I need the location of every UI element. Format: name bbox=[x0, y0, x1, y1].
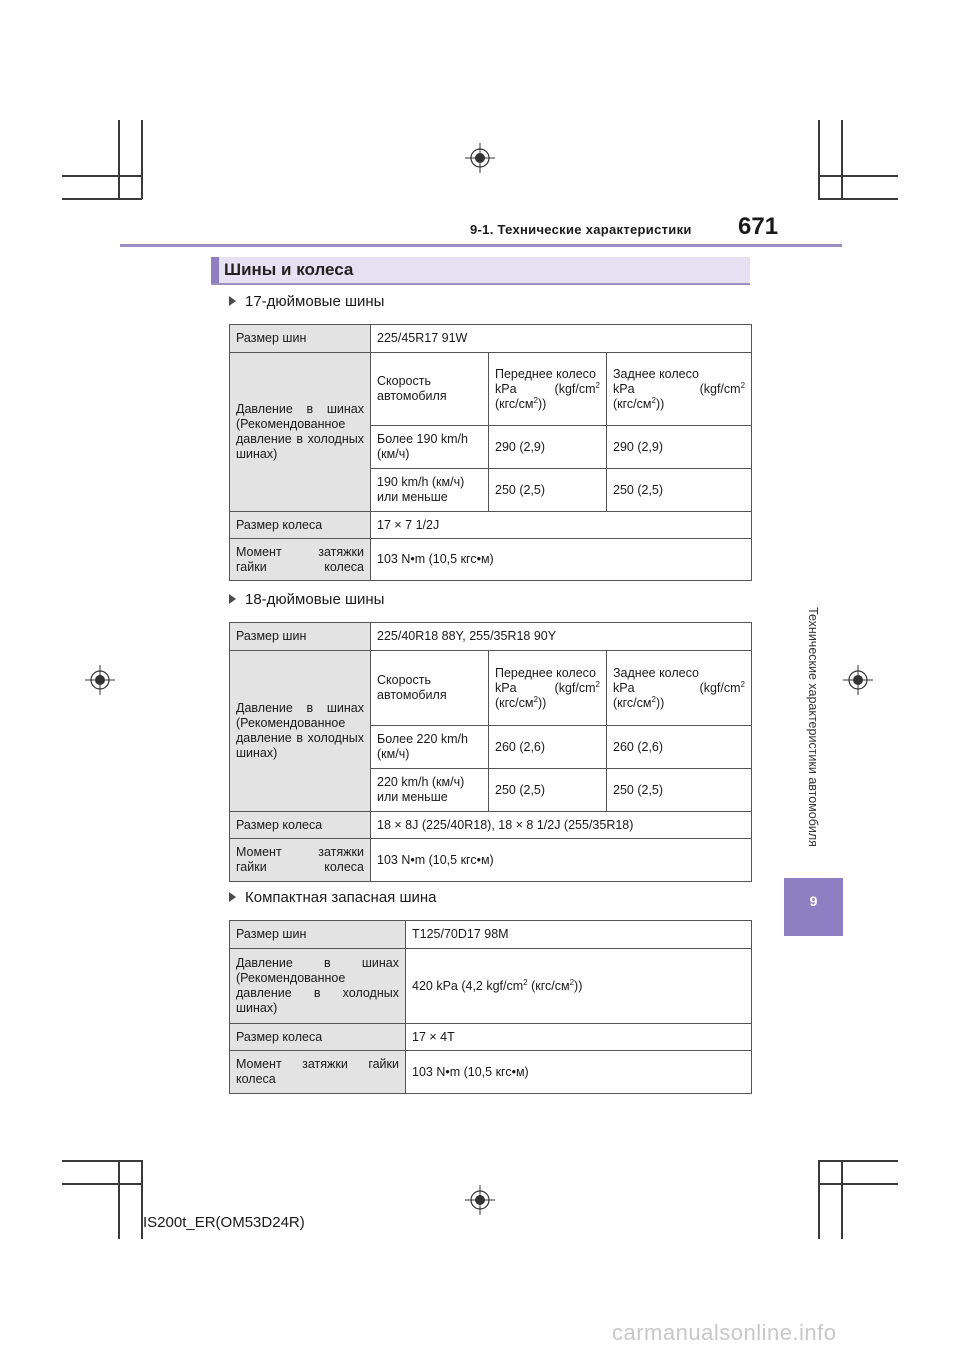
superscript: 2 bbox=[595, 380, 600, 390]
wheel-size-label: Размер колеса bbox=[230, 512, 371, 539]
section-accent bbox=[211, 257, 219, 283]
front-unit-text: kPa (kgf/cm bbox=[495, 381, 596, 396]
rear-wheel-header bbox=[607, 353, 752, 426]
speed-cell: 220 km/h (км/ч) или меньше bbox=[371, 769, 489, 812]
side-chapter-text: Технические характеристики автомобиля bbox=[806, 607, 820, 847]
tire-size-label: Размер шин bbox=[230, 325, 371, 353]
crop-mark bbox=[818, 175, 898, 177]
front-wheel-header bbox=[489, 353, 607, 426]
paren: )) bbox=[574, 978, 583, 993]
watermark: carmanualsonline.info bbox=[612, 1320, 837, 1345]
torque-value: 103 N•m (10,5 кгс•м) bbox=[406, 1051, 752, 1094]
tire-size-value: T125/70D17 98M bbox=[406, 921, 752, 949]
rear-pressure-cell: 250 (2,5) bbox=[607, 469, 752, 512]
paren: )) bbox=[655, 396, 665, 411]
subheading-text: 18-дюймовые шины bbox=[245, 591, 385, 608]
rear-unit-text: kPa (kgf/cm bbox=[613, 680, 741, 695]
pressure-label: Давление в шинах (Рекомендованное давление в холодных шинах) bbox=[230, 949, 406, 1024]
crop-mark bbox=[118, 1160, 120, 1239]
front-header-unit-ru bbox=[495, 696, 600, 711]
crop-mark bbox=[841, 1160, 843, 1239]
rear-header-unit-ru bbox=[613, 696, 745, 711]
front-pressure-cell: 250 (2,5) bbox=[489, 769, 607, 812]
rear-unit-text: kPa (kgf/cm bbox=[613, 381, 741, 396]
subheading-text: Компактная запасная шина bbox=[245, 889, 437, 906]
front-pressure-cell: 250 (2,5) bbox=[489, 469, 607, 512]
superscript: 2 bbox=[595, 679, 600, 689]
rear-pressure-cell: 290 (2,9) bbox=[607, 426, 752, 469]
superscript: 2 bbox=[651, 395, 656, 405]
crop-mark bbox=[818, 1160, 820, 1239]
speed-cell: 190 km/h (км/ч) или меньше bbox=[371, 469, 489, 512]
speed-cell: Более 190 km/h (км/ч) bbox=[371, 426, 489, 469]
side-chapter-label bbox=[803, 592, 823, 862]
superscript: 2 bbox=[651, 694, 656, 704]
crop-mark bbox=[818, 1160, 898, 1162]
wheel-size-value: 18 × 8J (225/40R18), 18 × 8 1/2J (255/35R18) bbox=[371, 812, 752, 839]
front-pressure-cell: 260 (2,6) bbox=[489, 726, 607, 769]
crop-mark bbox=[818, 1183, 898, 1185]
front-unit-ru-text: (кгс/см bbox=[495, 396, 534, 411]
subheading-17-inch bbox=[229, 293, 384, 310]
rear-header-unit bbox=[613, 681, 745, 696]
paren: )) bbox=[655, 695, 665, 710]
rear-unit-ru-text: (кгс/см bbox=[613, 396, 652, 411]
rear-wheel-header bbox=[607, 651, 752, 726]
subheading-text: 17-дюймовые шины bbox=[245, 293, 385, 310]
front-header-unit bbox=[495, 382, 600, 397]
rear-pressure-cell: 250 (2,5) bbox=[607, 769, 752, 812]
front-header-unit bbox=[495, 681, 600, 696]
page-number: 671 bbox=[738, 213, 779, 240]
torque-value: 103 N•m (10,5 кгс•м) bbox=[371, 839, 752, 882]
rear-unit-ru-text: (кгс/см bbox=[613, 695, 652, 710]
pressure-value-text: 420 kPa (4,2 kgf/cm bbox=[412, 978, 524, 993]
registration-mark-icon bbox=[843, 665, 873, 695]
wheel-size-label: Размер колеса bbox=[230, 812, 371, 839]
registration-mark-icon bbox=[465, 1185, 495, 1215]
torque-value: 103 N•m (10,5 кгс•м) bbox=[371, 539, 752, 581]
torque-label: Момент затяжки гайки колеса bbox=[230, 1051, 406, 1094]
registration-mark-icon bbox=[465, 143, 495, 173]
superscript: 2 bbox=[740, 679, 745, 689]
rear-header-unit-ru bbox=[613, 397, 745, 412]
bullet-arrow-icon bbox=[229, 296, 236, 306]
pressure-value bbox=[406, 949, 752, 1024]
torque-label: Момент затяжки гайки колеса bbox=[230, 839, 371, 882]
front-unit-ru-text: (кгс/см bbox=[495, 695, 534, 710]
paren: )) bbox=[537, 396, 547, 411]
tire-table-17 bbox=[229, 324, 752, 581]
registration-mark-icon bbox=[85, 665, 115, 695]
rear-pressure-cell: 260 (2,6) bbox=[607, 726, 752, 769]
front-header-line: Переднее колесо bbox=[495, 665, 597, 680]
tire-size-value: 225/40R18 88Y, 255/35R18 90Y bbox=[371, 623, 752, 651]
header-rule bbox=[120, 244, 842, 247]
superscript: 2 bbox=[569, 977, 575, 987]
crop-mark bbox=[118, 120, 120, 199]
wheel-size-label: Размер колеса bbox=[230, 1024, 406, 1051]
section-title: Шины и колеса bbox=[224, 260, 354, 279]
tire-size-label: Размер шин bbox=[230, 921, 406, 949]
superscript: 2 bbox=[533, 694, 538, 704]
tire-size-value: 225/45R17 91W bbox=[371, 325, 752, 353]
crop-mark bbox=[141, 120, 143, 199]
speed-cell: Более 220 km/h (км/ч) bbox=[371, 726, 489, 769]
crop-mark bbox=[62, 1183, 142, 1185]
crop-mark bbox=[62, 1160, 142, 1162]
pressure-label: Давление в шинах (Рекомендованное давление в холодных шинах) bbox=[230, 353, 371, 512]
front-pressure-cell: 290 (2,9) bbox=[489, 426, 607, 469]
superscript: 2 bbox=[523, 977, 528, 987]
tire-table-18 bbox=[229, 622, 752, 882]
superscript: 2 bbox=[740, 380, 746, 390]
chapter-number: 9 bbox=[809, 893, 818, 909]
rear-header-line: Заднее колесо bbox=[613, 366, 699, 381]
speed-header: Скорость автомобиля bbox=[371, 651, 489, 726]
tire-size-label: Размер шин bbox=[230, 623, 371, 651]
torque-label: Момент затяжки гайки колеса bbox=[230, 539, 371, 581]
spare-tire-table bbox=[229, 920, 752, 1094]
pressure-label: Давление в шинах (Рекомендованное давление в холодных шинах) bbox=[230, 651, 371, 812]
speed-header: Скорость автомобиля bbox=[371, 353, 489, 426]
crop-mark bbox=[818, 198, 898, 200]
pressure-value-ru: (кгс/см bbox=[527, 978, 570, 993]
paren: )) bbox=[537, 695, 547, 710]
document-code: IS200t_ER(OM53D24R) bbox=[143, 1214, 305, 1231]
front-wheel-header bbox=[489, 651, 607, 726]
subheading-spare bbox=[229, 889, 437, 906]
subheading-18-inch bbox=[229, 591, 384, 608]
rear-header-line: Заднее колесо bbox=[613, 665, 699, 680]
crop-mark bbox=[818, 120, 820, 199]
bullet-arrow-icon bbox=[229, 594, 236, 604]
front-header-unit-ru bbox=[495, 397, 600, 412]
rear-header-unit bbox=[613, 382, 745, 397]
superscript: 2 bbox=[533, 395, 538, 405]
front-header-line: Переднее колесо bbox=[495, 366, 597, 381]
crop-mark bbox=[841, 120, 843, 199]
wheel-size-value: 17 × 4T bbox=[406, 1024, 752, 1051]
bullet-arrow-icon bbox=[229, 892, 236, 902]
header-section-title: 9-1. Технические характеристики bbox=[470, 222, 692, 237]
crop-mark bbox=[62, 175, 142, 177]
front-unit-text: kPa (kgf/cm bbox=[495, 680, 596, 695]
crop-mark bbox=[62, 198, 142, 200]
wheel-size-value: 17 × 7 1/2J bbox=[371, 512, 752, 539]
